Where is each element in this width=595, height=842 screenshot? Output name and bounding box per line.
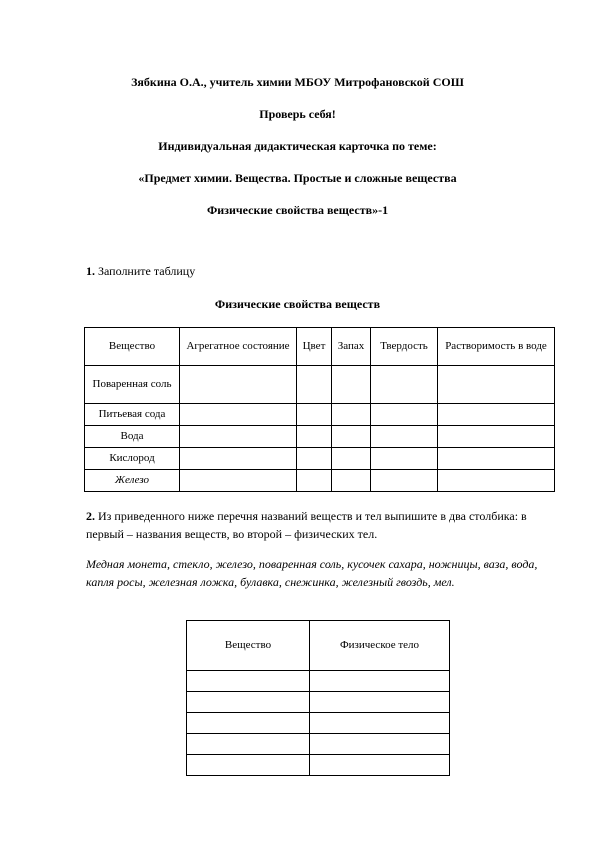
col-state: Агрегатное состояние [180, 328, 297, 366]
table-row [85, 470, 555, 492]
task2-heading [86, 507, 556, 543]
empty-cell[interactable] [180, 366, 297, 404]
properties-header-row [85, 328, 555, 366]
empty-cell[interactable] [297, 426, 332, 448]
col-physical-body: Физическое тело [310, 621, 450, 671]
answer-table [186, 620, 450, 776]
answer-header-row [187, 621, 450, 671]
table-row [187, 755, 450, 776]
task2-text: Из приведенного ниже перечня названий веществ и тел выпишите в два столбика: в первый – названия веществ, во второй – физических тел. [86, 509, 527, 541]
empty-cell[interactable] [371, 426, 438, 448]
table-row [85, 366, 555, 404]
empty-cell[interactable] [180, 404, 297, 426]
empty-cell[interactable] [371, 470, 438, 492]
col-smell: Запах [332, 328, 371, 366]
empty-cell[interactable] [297, 448, 332, 470]
table-row [187, 713, 450, 734]
empty-cell[interactable] [310, 692, 450, 713]
empty-cell[interactable] [187, 692, 310, 713]
task1-heading [86, 264, 195, 279]
row-label: Питьевая сода [85, 404, 180, 426]
empty-cell[interactable] [332, 404, 371, 426]
empty-cell[interactable] [310, 671, 450, 692]
check-heading: Проверь себя! [259, 107, 336, 121]
topic-heading: «Предмет химии. Вещества. Простые и сложные вещества [138, 171, 457, 185]
table-title: Физические свойства веществ [214, 297, 381, 311]
table-row [187, 671, 450, 692]
row-label: Кислород [85, 448, 180, 470]
task1-number: 1. [86, 264, 95, 278]
empty-cell[interactable] [332, 470, 371, 492]
empty-cell[interactable] [332, 366, 371, 404]
empty-cell[interactable] [180, 448, 297, 470]
empty-cell[interactable] [297, 470, 332, 492]
empty-cell[interactable] [187, 671, 310, 692]
empty-cell[interactable] [438, 426, 555, 448]
empty-cell[interactable] [371, 366, 438, 404]
table-row [85, 404, 555, 426]
empty-cell[interactable] [438, 404, 555, 426]
empty-cell[interactable] [438, 470, 555, 492]
empty-cell[interactable] [438, 448, 555, 470]
row-label: Поваренная соль [85, 366, 180, 404]
col-color: Цвет [297, 328, 332, 366]
col-substance: Вещество [187, 621, 310, 671]
author-line: Зябкина О.А., учитель химии МБОУ Митрофановской СОШ [131, 75, 464, 89]
properties-table [84, 327, 555, 492]
empty-cell[interactable] [332, 448, 371, 470]
empty-cell[interactable] [297, 404, 332, 426]
table-row [187, 692, 450, 713]
row-label: Железо [85, 470, 180, 492]
empty-cell[interactable] [310, 755, 450, 776]
empty-cell[interactable] [371, 448, 438, 470]
empty-cell[interactable] [297, 366, 332, 404]
empty-cell[interactable] [180, 426, 297, 448]
row-label: Вода [85, 426, 180, 448]
table-row [85, 448, 555, 470]
empty-cell[interactable] [310, 713, 450, 734]
empty-cell[interactable] [187, 734, 310, 755]
subtopic-heading: Физические свойства веществ»-1 [206, 203, 389, 217]
substances-list: Медная монета, стекло, железо, поваренная соль, кусочек сахара, ножницы, ваза, вода, капля росы, железная ложка, булавка, снежинка, железный гвоздь, мел. [86, 557, 538, 589]
empty-cell[interactable] [371, 404, 438, 426]
empty-cell[interactable] [332, 426, 371, 448]
col-substance: Вещество [85, 328, 180, 366]
task2-number: 2. [86, 509, 95, 523]
empty-cell[interactable] [180, 470, 297, 492]
empty-cell[interactable] [187, 713, 310, 734]
task1-text: Заполните таблицу [98, 264, 196, 278]
col-solubility: Растворимость в воде [438, 328, 555, 366]
empty-cell[interactable] [187, 755, 310, 776]
empty-cell[interactable] [438, 366, 555, 404]
card-heading: Индивидуальная дидактическая карточка по теме: [158, 139, 437, 153]
table-row [187, 734, 450, 755]
col-hardness: Твердость [371, 328, 438, 366]
empty-cell[interactable] [310, 734, 450, 755]
table-row [85, 426, 555, 448]
